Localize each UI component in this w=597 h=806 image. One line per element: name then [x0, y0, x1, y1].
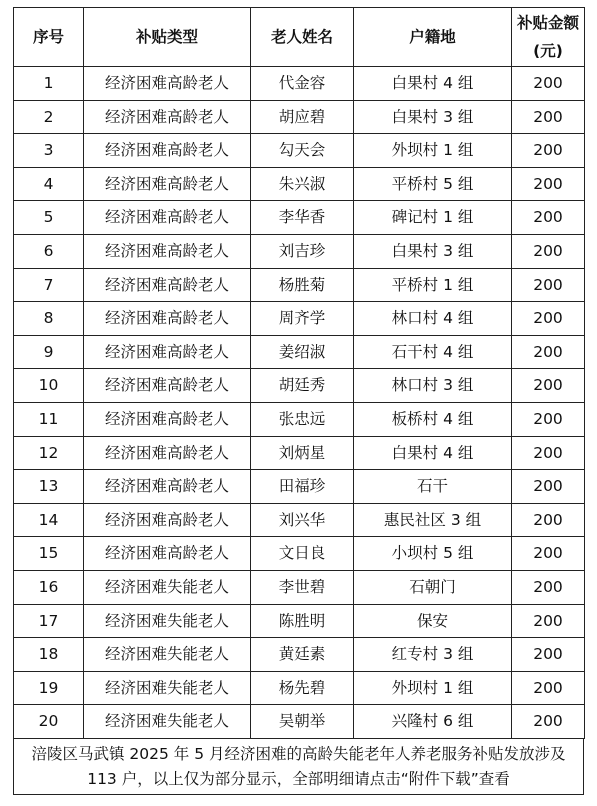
row-elder-name: 杨胜菊 [251, 268, 354, 302]
row-index: 17 [14, 604, 84, 638]
row-residence: 林口村 3 组 [354, 369, 512, 403]
row-residence: 白果村 4 组 [354, 67, 512, 101]
row-amount: 200 [512, 134, 585, 168]
row-elder-name: 杨先碧 [251, 671, 354, 705]
row-residence: 红专村 3 组 [354, 638, 512, 672]
row-subsidy-type: 经济困难高龄老人 [84, 134, 251, 168]
row-index: 1 [14, 67, 84, 101]
row-subsidy-type: 经济困难高龄老人 [84, 335, 251, 369]
row-amount: 200 [512, 503, 585, 537]
header-amount [512, 8, 585, 67]
row-subsidy-type: 经济困难高龄老人 [84, 402, 251, 436]
row-residence: 兴隆村 6 组 [354, 705, 512, 739]
row-amount: 200 [512, 100, 585, 134]
row-residence: 平桥村 1 组 [354, 268, 512, 302]
row-amount: 200 [512, 268, 585, 302]
table-row [14, 503, 585, 537]
row-index: 5 [14, 201, 84, 235]
footer-note: 涪陵区马武镇 2025 年 5 月经济困难的高龄失能老年人养老服务补贴发放涉及 113 户，以上仅为部分显示，全部明细请点击“附件下载”查看 [13, 739, 584, 795]
row-index: 11 [14, 402, 84, 436]
row-subsidy-type: 经济困难高龄老人 [84, 201, 251, 235]
header-row [14, 8, 585, 67]
row-subsidy-type: 经济困难高龄老人 [84, 436, 251, 470]
row-subsidy-type: 经济困难高龄老人 [84, 537, 251, 571]
row-amount: 200 [512, 671, 585, 705]
row-residence: 白果村 4 组 [354, 436, 512, 470]
row-amount: 200 [512, 537, 585, 571]
row-amount: 200 [512, 470, 585, 504]
row-residence: 石干村 4 组 [354, 335, 512, 369]
row-residence: 石干 [354, 470, 512, 504]
table-row [14, 234, 585, 268]
row-elder-name: 田福珍 [251, 470, 354, 504]
table-row [14, 604, 585, 638]
header-amount-unit: (元) [533, 42, 563, 60]
row-amount: 200 [512, 638, 585, 672]
table-row [14, 570, 585, 604]
row-elder-name: 姜绍淑 [251, 335, 354, 369]
row-subsidy-type: 经济困难高龄老人 [84, 369, 251, 403]
row-amount: 200 [512, 604, 585, 638]
row-elder-name: 代金容 [251, 67, 354, 101]
row-amount: 200 [512, 369, 585, 403]
header-index: 序号 [14, 8, 84, 67]
row-elder-name: 刘兴华 [251, 503, 354, 537]
row-residence: 碑记村 1 组 [354, 201, 512, 235]
row-residence: 林口村 4 组 [354, 302, 512, 336]
table-row [14, 402, 585, 436]
header-residence: 户籍地 [354, 8, 512, 67]
row-subsidy-type: 经济困难失能老人 [84, 638, 251, 672]
row-subsidy-type: 经济困难高龄老人 [84, 470, 251, 504]
table-row [14, 302, 585, 336]
table-row [14, 470, 585, 504]
table-row [14, 705, 585, 739]
table-header [14, 8, 585, 67]
row-elder-name: 胡应碧 [251, 100, 354, 134]
row-amount: 200 [512, 234, 585, 268]
row-amount: 200 [512, 335, 585, 369]
row-amount: 200 [512, 402, 585, 436]
row-index: 18 [14, 638, 84, 672]
table-row [14, 671, 585, 705]
row-index: 15 [14, 537, 84, 571]
row-elder-name: 黄廷素 [251, 638, 354, 672]
subsidy-table [13, 7, 585, 739]
row-subsidy-type: 经济困难高龄老人 [84, 167, 251, 201]
table-row [14, 67, 585, 101]
row-residence: 小坝村 5 组 [354, 537, 512, 571]
table-row [14, 638, 585, 672]
table-row [14, 369, 585, 403]
row-amount: 200 [512, 201, 585, 235]
row-index: 19 [14, 671, 84, 705]
row-residence: 保安 [354, 604, 512, 638]
header-amount-label: 补贴金额 [516, 14, 579, 32]
row-amount: 200 [512, 167, 585, 201]
row-elder-name: 李世碧 [251, 570, 354, 604]
row-residence: 外坝村 1 组 [354, 134, 512, 168]
row-index: 4 [14, 167, 84, 201]
table-row [14, 167, 585, 201]
row-index: 20 [14, 705, 84, 739]
row-residence: 外坝村 1 组 [354, 671, 512, 705]
row-subsidy-type: 经济困难失能老人 [84, 570, 251, 604]
row-residence: 石朝门 [354, 570, 512, 604]
row-index: 2 [14, 100, 84, 134]
row-subsidy-type: 经济困难高龄老人 [84, 268, 251, 302]
table-row [14, 201, 585, 235]
row-subsidy-type: 经济困难失能老人 [84, 604, 251, 638]
row-index: 6 [14, 234, 84, 268]
row-amount: 200 [512, 705, 585, 739]
row-elder-name: 张忠远 [251, 402, 354, 436]
row-residence: 平桥村 5 组 [354, 167, 512, 201]
header-subsidy-type: 补贴类型 [84, 8, 251, 67]
row-index: 3 [14, 134, 84, 168]
row-elder-name: 刘吉珍 [251, 234, 354, 268]
row-index: 7 [14, 268, 84, 302]
row-subsidy-type: 经济困难高龄老人 [84, 234, 251, 268]
row-index: 9 [14, 335, 84, 369]
row-subsidy-type: 经济困难高龄老人 [84, 302, 251, 336]
table-row [14, 100, 585, 134]
header-elder-name: 老人姓名 [251, 8, 354, 67]
row-subsidy-type: 经济困难失能老人 [84, 671, 251, 705]
row-elder-name: 周齐学 [251, 302, 354, 336]
table-row [14, 134, 585, 168]
row-subsidy-type: 经济困难高龄老人 [84, 67, 251, 101]
row-amount: 200 [512, 302, 585, 336]
row-index: 8 [14, 302, 84, 336]
table-row [14, 537, 585, 571]
row-elder-name: 胡廷秀 [251, 369, 354, 403]
row-elder-name: 刘炳星 [251, 436, 354, 470]
row-elder-name: 朱兴淑 [251, 167, 354, 201]
row-residence: 惠民社区 3 组 [354, 503, 512, 537]
table-row [14, 268, 585, 302]
row-index: 13 [14, 470, 84, 504]
row-amount: 200 [512, 67, 585, 101]
row-index: 10 [14, 369, 84, 403]
row-elder-name: 吴朝举 [251, 705, 354, 739]
table-row [14, 335, 585, 369]
table-row [14, 436, 585, 470]
row-residence: 白果村 3 组 [354, 234, 512, 268]
row-residence: 白果村 3 组 [354, 100, 512, 134]
row-elder-name: 李华香 [251, 201, 354, 235]
row-index: 12 [14, 436, 84, 470]
row-amount: 200 [512, 436, 585, 470]
table-body [14, 67, 585, 739]
row-subsidy-type: 经济困难失能老人 [84, 705, 251, 739]
row-index: 14 [14, 503, 84, 537]
row-elder-name: 陈胜明 [251, 604, 354, 638]
row-elder-name: 勾天会 [251, 134, 354, 168]
row-index: 16 [14, 570, 84, 604]
row-amount: 200 [512, 570, 585, 604]
row-subsidy-type: 经济困难高龄老人 [84, 503, 251, 537]
row-elder-name: 文日良 [251, 537, 354, 571]
row-subsidy-type: 经济困难高龄老人 [84, 100, 251, 134]
row-residence: 板桥村 4 组 [354, 402, 512, 436]
